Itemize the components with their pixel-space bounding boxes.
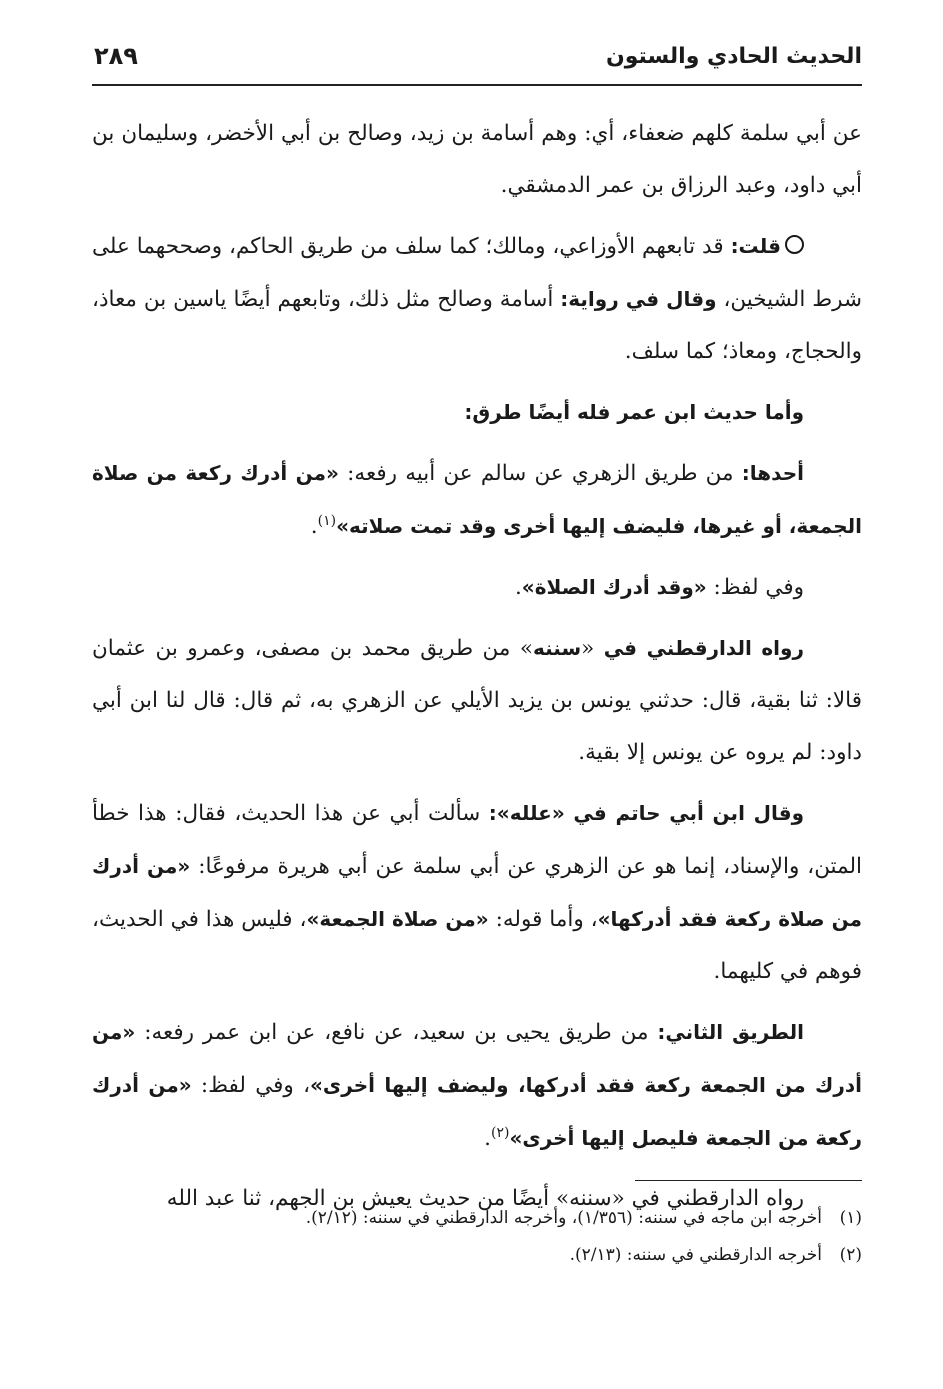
paragraph-text: عن أبي سلمة كلهم ضعفاء، أي: وهم أسامة بن زيد، وصالح بن أبي الأخضر، وسليمان بن أبي داود، وعبد الرزاق بن عمر الدمشقي. (92, 121, 862, 198)
bold-phrase: وقال في رواية: (560, 287, 717, 311)
bold-phrase: رواه الدارقطني في (603, 636, 804, 660)
footnote-number: (١) (839, 1208, 862, 1228)
footnotes (92, 1200, 862, 1274)
section-heading: وأما حديث ابن عمر فله أيضًا طرق: (464, 400, 804, 424)
paragraph-text: ، وفي لفظ: (191, 1073, 311, 1098)
footnote-text: أخرجه ابن ماجه في سننه: (١/٣٥٦)، وأخرجه الدارقطني في سننه: (٢/١٢). (305, 1208, 822, 1228)
paragraph-1 (92, 108, 862, 212)
paragraph-text: « (581, 636, 604, 661)
hadith-quote: «من أدرك ركعة من صلاة الجمعة، أو غيرها، فليضف إليها أخرى وقد تمت صلاته» (92, 461, 862, 538)
footnote-number: (٢) (839, 1245, 862, 1265)
hadith-quote: «من أدرك ركعة من الجمعة فليصل إليها أخرى» (92, 1073, 862, 1150)
paragraph-5 (92, 561, 862, 614)
paragraph-text: قد تابعهم الأوزاعي، ومالك؛ كما سلف من طريق الحاكم، وصححهما على شرط الشيخين، (92, 234, 862, 312)
footnote-divider (635, 1180, 862, 1181)
paragraph-text: من طريق الزهري عن سالم عن أبيه رفعه: (338, 461, 742, 486)
running-title: الحديث الحادي والستون (605, 44, 862, 69)
footnote-marker[interactable]: (١) (317, 512, 337, 529)
hadith-quote: «وقد أدرك الصلاة» (521, 575, 707, 599)
paragraph-8 (92, 1006, 862, 1165)
paragraph-text: » من طريق محمد بن مصفى، وعمرو بن عثمان قالا: ثنا بقية، قال: حدثني يونس بن يزيد الأيلي عن الزهري به، ثم قال: قال لنا ابن أبي داود: لم يروه عن يونس إلا بقية. (92, 636, 862, 765)
bold-phrase: الطريق الثاني: (657, 1020, 804, 1044)
paragraph-text: رواه الدارقطني في «سننه» أيضًا من حديث يعيش بن الجهم، ثنا عبد الله (166, 1186, 804, 1211)
paragraph-2 (92, 220, 862, 378)
paragraph-text: . (310, 514, 318, 539)
paragraph-4 (92, 447, 862, 553)
paragraph-6 (92, 622, 862, 779)
bold-phrase: وقال ابن أبي حاتم في «علله»: (488, 801, 805, 825)
paragraph-text: من طريق يحيى بن سعيد، عن نافع، عن ابن عمر رفعه: (135, 1020, 658, 1045)
paragraph-text: ، وأما قوله: (488, 907, 598, 932)
paragraph-text: . (484, 1126, 491, 1151)
circle-bullet-icon (785, 235, 804, 254)
hadith-quote: «من أدرك من صلاة ركعة فقد أدركها» (92, 854, 862, 931)
bold-phrase: سننه (532, 636, 582, 660)
paragraph-text: . (514, 575, 522, 600)
hadith-quote: «من صلاة الجمعة» (306, 907, 489, 931)
book-page (92, 0, 862, 1389)
footnote-text: أخرجه الدارقطني في سننه: (٢/١٣). (569, 1245, 822, 1265)
paragraph-text: ، فليس هذا في الحديث، فوهم في كليهما. (92, 907, 862, 984)
bold-phrase: أحدها: (741, 461, 804, 485)
page-header (92, 36, 862, 82)
header-divider (92, 84, 862, 86)
paragraph-text: وفي لفظ: (706, 575, 804, 600)
paragraph-text: سألت أبي عن هذا الحديث، فقال: هذا خطأ المتن، والإسناد، إنما هو عن الزهري عن أبي سلمة عن أبي هريرة مرفوعًا: (92, 801, 863, 879)
hadith-quote: «من أدرك من الجمعة ركعة فقد أدركها، وليضف إليها أخرى» (92, 1020, 863, 1097)
footnote-item (92, 1237, 862, 1274)
footnote-item (92, 1200, 862, 1237)
main-text (92, 108, 862, 1233)
page-number: ٢٨٩ (94, 42, 138, 70)
paragraph-3 (92, 386, 862, 439)
paragraph-text: أسامة وصالح مثل ذلك، وتابعهم أيضًا ياسين بن معاذ، والحجاج، ومعاذ؛ كما سلف. (92, 287, 862, 364)
qultu-label: قلت: (730, 234, 781, 258)
footnote-marker[interactable]: (٢) (490, 1124, 510, 1141)
paragraph-7 (92, 787, 862, 998)
